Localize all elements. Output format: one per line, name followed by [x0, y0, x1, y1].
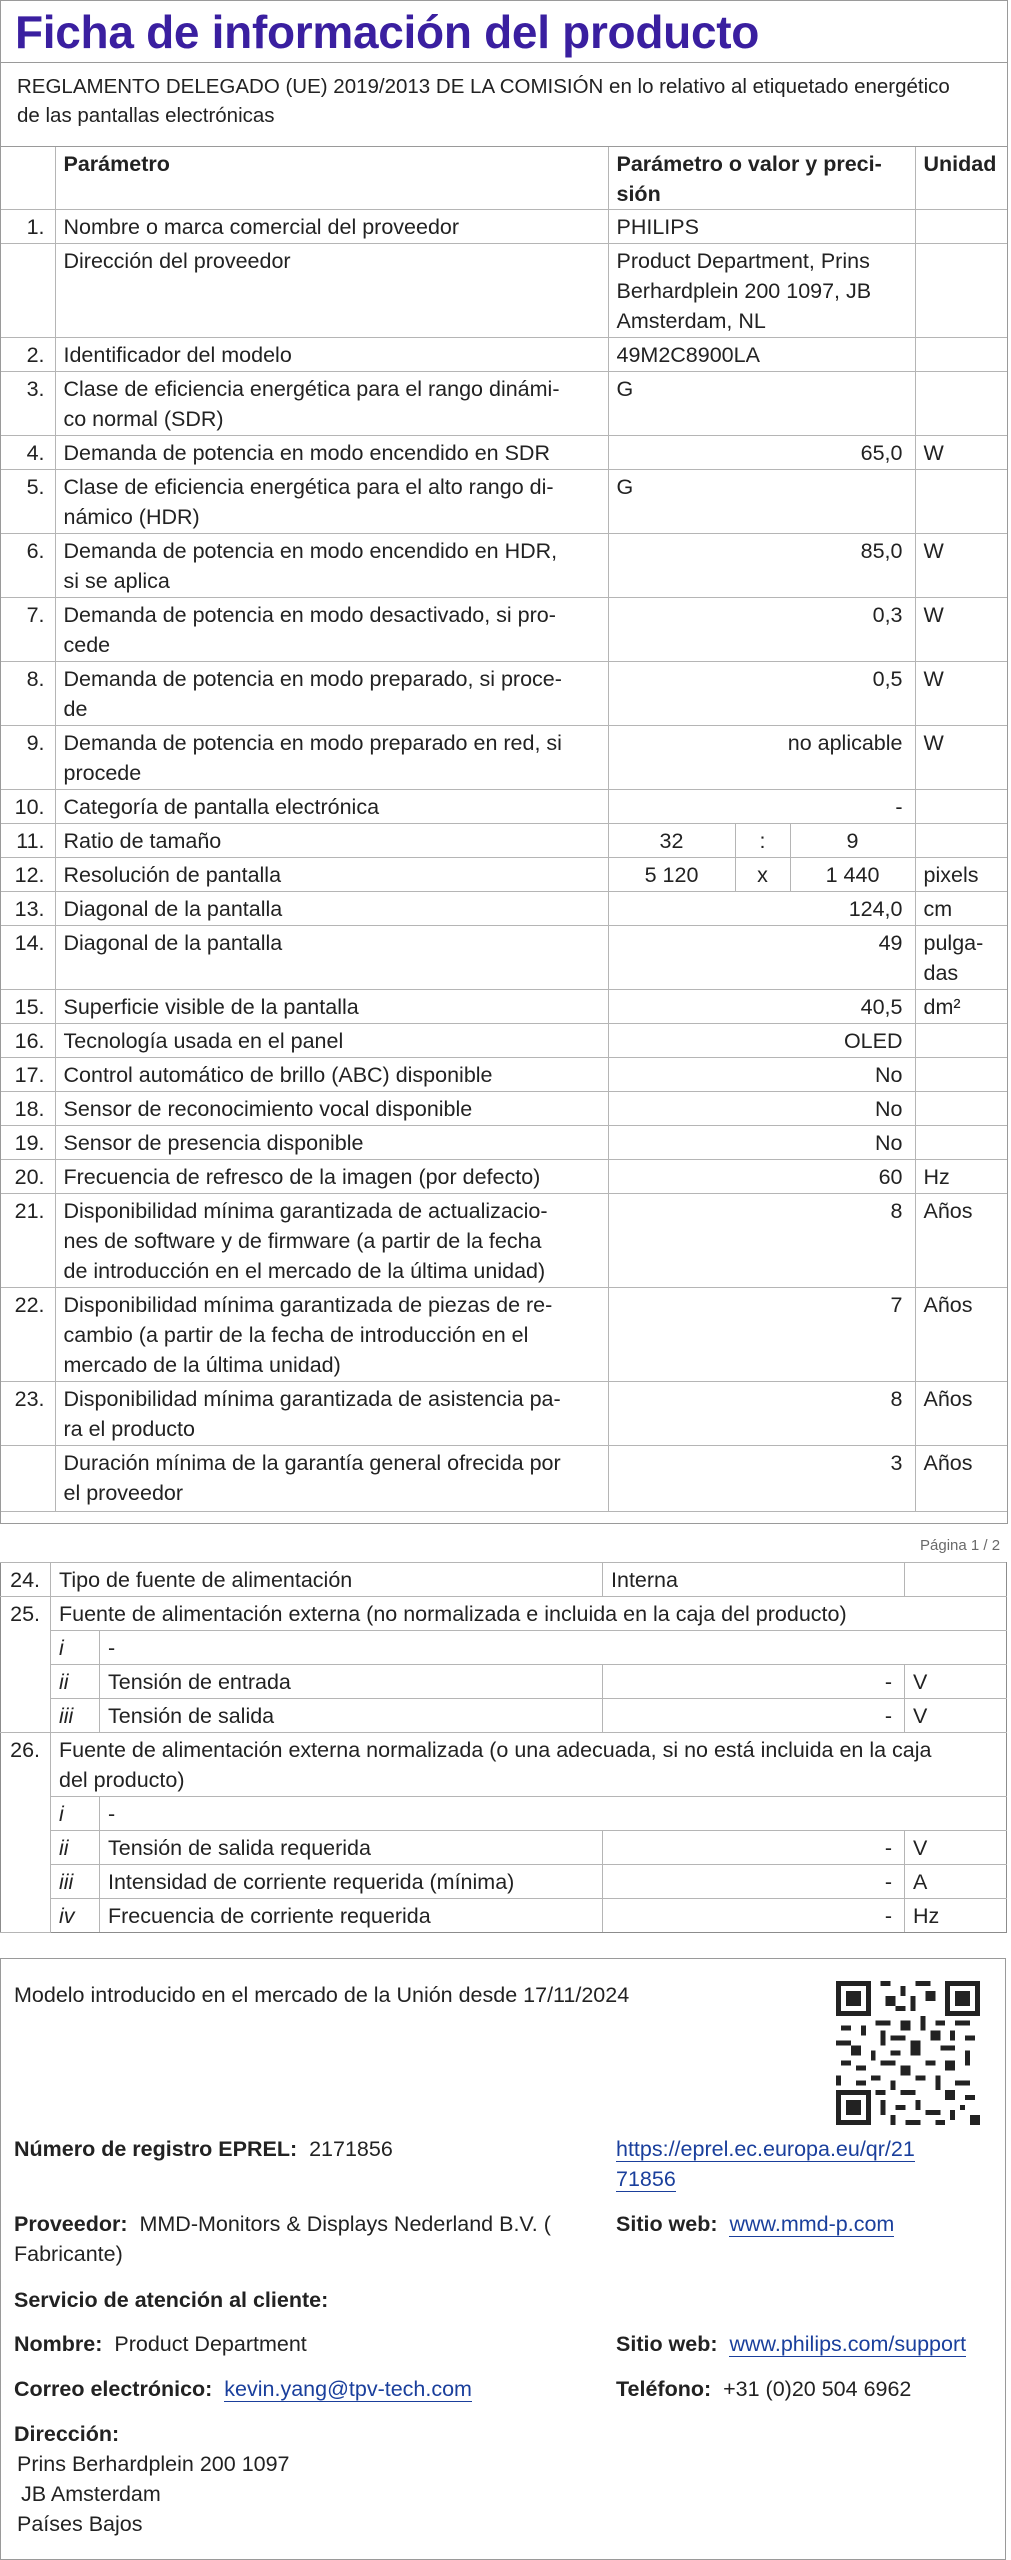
- label-line: Demanda de potencia en modo preparado, si proce-: [63, 667, 562, 691]
- service-heading: [14, 2285, 328, 2315]
- row-label: Demanda de potencia en modo encendido en SDR: [55, 436, 608, 470]
- header-value: [608, 147, 915, 210]
- market-date: Modelo introducido en el mercado de la Unión desde 17/11/2024: [14, 1983, 630, 2007]
- row-unit: W: [915, 598, 1007, 662]
- table-row: [1, 1563, 1007, 1597]
- row-unit: W: [915, 436, 1007, 470]
- header-num: [1, 147, 55, 210]
- row-unit: [915, 824, 1007, 858]
- sub-value: -: [603, 1665, 905, 1699]
- subtitle-line-2: de las pantallas electrónicas: [17, 104, 275, 127]
- row-number: 4.: [1, 436, 55, 470]
- row-label: Ratio de tamaño: [55, 824, 608, 858]
- row-value: G: [608, 470, 915, 534]
- sub-label: Tensión de salida requerida: [100, 1831, 603, 1865]
- value-line: Berhardplein 200 1097, JB: [616, 279, 872, 303]
- row-value: 8: [608, 1194, 915, 1288]
- row-number: 15.: [1, 990, 55, 1024]
- table-row: [1, 534, 1007, 598]
- contact-name: Product Department: [114, 2332, 307, 2356]
- row-number: 25.: [1, 1597, 51, 1733]
- table-row: [1, 824, 1007, 858]
- header-value-line-1: Parámetro o valor y preci-: [616, 152, 882, 176]
- supplier-label: Proveedor:: [14, 2212, 128, 2236]
- row-label: Categoría de pantalla electrónica: [55, 790, 608, 824]
- supplier-name: MMD-Monitors & Displays Nederland B.V. (: [139, 2212, 551, 2236]
- sub-unit: V: [905, 1665, 1007, 1699]
- table-row: [1, 892, 1007, 926]
- value-line: Product Department, Prins: [616, 249, 870, 273]
- phone-number: +31 (0)20 504 6962: [723, 2377, 912, 2401]
- table-row: [1, 470, 1007, 534]
- row-number: 19.: [1, 1126, 55, 1160]
- table-row: [1, 1733, 1007, 1797]
- label-line: ra el producto: [63, 1417, 195, 1441]
- sub-index: iv: [51, 1899, 100, 1933]
- resolution-width: 5 120: [608, 858, 735, 892]
- row-unit: [905, 1563, 1007, 1597]
- row-label: Tipo de fuente de alimentación: [51, 1563, 603, 1597]
- table-row: [1, 598, 1007, 662]
- sub-row: [1, 1665, 1007, 1699]
- label-line: Demanda de potencia en modo encendido en HDR,: [63, 539, 558, 563]
- row-value: 3: [608, 1446, 915, 1512]
- sub-value: -: [603, 1899, 905, 1933]
- row-number: 16.: [1, 1024, 55, 1058]
- label-line: cambio (a partir de la fecha de introducción en el: [63, 1323, 529, 1347]
- sub-value: -: [603, 1831, 905, 1865]
- sub-row: [1, 1631, 1007, 1665]
- supplier-website-link[interactable]: www.mmd-p.com: [729, 2212, 895, 2236]
- row-value: No: [608, 1092, 915, 1126]
- row-value: 49M2C8900LA: [608, 338, 915, 372]
- table-row: [1, 1058, 1007, 1092]
- sub-row: [1, 1797, 1007, 1831]
- sub-value: -: [603, 1699, 905, 1733]
- row-number: 9.: [1, 726, 55, 790]
- row-number: 6.: [1, 534, 55, 598]
- sub-index: i: [51, 1631, 100, 1665]
- row-label: [55, 1446, 608, 1512]
- row-label: [55, 1382, 608, 1446]
- row-value: No: [608, 1126, 915, 1160]
- sub-unit: V: [905, 1699, 1007, 1733]
- row-unit: [915, 1126, 1007, 1160]
- row-value: 65,0: [608, 436, 915, 470]
- row-number: 12.: [1, 858, 55, 892]
- email-link[interactable]: kevin.yang@tpv-tech.com: [224, 2377, 472, 2401]
- row-value: 49: [608, 926, 915, 990]
- sub-unit: A: [905, 1865, 1007, 1899]
- eprel-number: 2171856: [309, 2137, 393, 2161]
- row-number: [1, 1446, 55, 1512]
- table-header-row: [1, 147, 1007, 210]
- sub-value: -: [603, 1865, 905, 1899]
- value-line: Amsterdam, NL: [616, 309, 766, 333]
- label-line: Clase de eficiencia energética para el alto rango di-: [63, 475, 554, 499]
- address-line-3: Países Bajos: [17, 2512, 143, 2536]
- sub-index: iii: [51, 1699, 100, 1733]
- row-label: [55, 470, 608, 534]
- row-unit: [915, 244, 1007, 338]
- table-row: [1, 338, 1007, 372]
- table-row: [1, 1160, 1007, 1194]
- table-row: [1, 990, 1007, 1024]
- table-row: [1, 1446, 1007, 1512]
- row-unit: [915, 790, 1007, 824]
- row-label: Tecnología usada en el panel: [55, 1024, 608, 1058]
- row-number: 1.: [1, 210, 55, 244]
- row-label: Diagonal de la pantalla: [55, 926, 608, 990]
- row-label: Identificador del modelo: [55, 338, 608, 372]
- row-value: -: [608, 790, 915, 824]
- supplier-row: [14, 2209, 551, 2239]
- table-row: [1, 1597, 1007, 1631]
- row-value: [608, 244, 915, 338]
- row-number: 10.: [1, 790, 55, 824]
- row-value: 0,3: [608, 598, 915, 662]
- row-label: [55, 534, 608, 598]
- label-line: námico (HDR): [63, 505, 200, 529]
- row-unit: [915, 1092, 1007, 1126]
- row-number: 17.: [1, 1058, 55, 1092]
- row-number: 22.: [1, 1288, 55, 1382]
- label-line: Fuente de alimentación externa normalizada (o una adecuada, si no está incluida en la caja: [59, 1738, 932, 1762]
- row-label: Resolución de pantalla: [55, 858, 608, 892]
- row-number: 24.: [1, 1563, 51, 1597]
- service-website-link[interactable]: www.philips.com/support: [729, 2332, 967, 2356]
- row-value: 60: [608, 1160, 915, 1194]
- header-param: Parámetro: [55, 147, 608, 210]
- sub-label: Intensidad de corriente requerida (mínima): [100, 1865, 603, 1899]
- qr-code-icon: [836, 1981, 980, 2125]
- ratio-width: 32: [608, 824, 735, 858]
- email-label: Correo electrónico:: [14, 2377, 213, 2401]
- row-label: [55, 372, 608, 436]
- label-line: Clase de eficiencia energética para el rango dinámi-: [63, 377, 560, 401]
- row-value: 0,5: [608, 662, 915, 726]
- unit-line: pulga-: [923, 931, 984, 955]
- address-line-1: Prins Berhardplein 200 1097: [17, 2452, 290, 2476]
- row-unit: W: [915, 662, 1007, 726]
- title-box: [1, 1, 1007, 63]
- label-line: Demanda de potencia en modo preparado en red, si: [63, 731, 562, 755]
- resolution-height: 1 440: [790, 858, 915, 892]
- eprel-link-cont[interactable]: [616, 2164, 676, 2194]
- table-row: [1, 1194, 1007, 1288]
- label-line: nes de software y de firmware (a partir de la fecha: [63, 1229, 542, 1253]
- eprel-label: Número de registro EPREL:: [14, 2137, 298, 2161]
- row-label: [55, 1194, 608, 1288]
- row-unit: W: [915, 534, 1007, 598]
- label-line: del producto): [59, 1768, 185, 1792]
- eprel-url-line-2[interactable]: 71856: [616, 2167, 676, 2191]
- row-number: 7.: [1, 598, 55, 662]
- header-value-line-2: sión: [616, 182, 661, 206]
- label-line: cede: [63, 633, 111, 657]
- row-unit: [915, 338, 1007, 372]
- address-heading: [14, 2419, 119, 2449]
- sub-label: Tensión de salida: [100, 1699, 603, 1733]
- label-line: Disponibilidad mínima garantizada de actualizacio-: [63, 1199, 548, 1223]
- row-label: Dirección del proveedor: [55, 244, 608, 338]
- eprel-link[interactable]: [616, 2134, 915, 2164]
- row-unit: [915, 470, 1007, 534]
- label-line: co normal (SDR): [63, 407, 224, 431]
- row-label: [51, 1733, 1007, 1797]
- table-row: [1, 244, 1007, 338]
- web-label: Sitio web:: [616, 2212, 718, 2236]
- table-row: [1, 1024, 1007, 1058]
- header-unit: Unidad: [915, 147, 1007, 210]
- table-row: [1, 1288, 1007, 1382]
- row-value: OLED: [608, 1024, 915, 1058]
- sub-index: ii: [51, 1831, 100, 1865]
- label-line: Disponibilidad mínima garantizada de asistencia pa-: [63, 1387, 561, 1411]
- row-label: Diagonal de la pantalla: [55, 892, 608, 926]
- row-unit: Años: [915, 1194, 1007, 1288]
- sub-label: -: [100, 1631, 1007, 1665]
- row-unit: dm²: [915, 990, 1007, 1024]
- table-row: [1, 436, 1007, 470]
- service-web-label: Sitio web:: [616, 2332, 718, 2356]
- phone-label: Teléfono:: [616, 2377, 712, 2401]
- row-number: 13.: [1, 892, 55, 926]
- table-row: [1, 858, 1007, 892]
- sub-row: [1, 1865, 1007, 1899]
- row-number: 5.: [1, 470, 55, 534]
- sub-label: Frecuencia de corriente requerida: [100, 1899, 603, 1933]
- row-label: [55, 1288, 608, 1382]
- resolution-separator: x: [735, 858, 790, 892]
- row-label: Sensor de presencia disponible: [55, 1126, 608, 1160]
- row-number: 23.: [1, 1382, 55, 1446]
- sub-index: iii: [51, 1865, 100, 1899]
- subtitle-line-1: REGLAMENTO DELEGADO (UE) 2019/2013 DE LA COMISIÓN en lo relativo al etiquetado energético: [17, 75, 950, 98]
- row-label: Superficie visible de la pantalla: [55, 990, 608, 1024]
- row-number: 21.: [1, 1194, 55, 1288]
- row-unit: W: [915, 726, 1007, 790]
- row-value: 8: [608, 1382, 915, 1446]
- label-line: de: [63, 697, 88, 721]
- label-line: Duración mínima de la garantía general ofrecida por: [63, 1451, 561, 1475]
- service-web-row: [616, 2329, 966, 2359]
- ratio-separator: :: [735, 824, 790, 858]
- sub-unit: Hz: [905, 1899, 1007, 1933]
- service-label: Servicio de atención al cliente:: [14, 2288, 329, 2312]
- label-line: el proveedor: [63, 1481, 184, 1505]
- page-number: Página 1 / 2: [920, 1537, 1001, 1554]
- row-value: No: [608, 1058, 915, 1092]
- row-value: Interna: [603, 1563, 905, 1597]
- row-unit: cm: [915, 892, 1007, 926]
- row-label: Nombre o marca comercial del proveedor: [55, 210, 608, 244]
- regulation-subtitle: [1, 63, 1007, 147]
- table-row: [1, 372, 1007, 436]
- sub-row: [1, 1699, 1007, 1733]
- label-line: de introducción en el mercado de la última unidad): [63, 1259, 546, 1283]
- row-label: Sensor de reconocimiento vocal disponible: [55, 1092, 608, 1126]
- row-value: G: [608, 372, 915, 436]
- label-line: Demanda de potencia en modo desactivado, si pro-: [63, 603, 556, 627]
- supplier-info-box: [0, 1958, 1006, 2560]
- power-supply-table: [0, 1562, 1007, 1933]
- row-label: Fuente de alimentación externa (no normalizada e incluida en la caja del producto): [51, 1597, 1007, 1631]
- unit-line: das: [923, 961, 959, 985]
- row-value: 85,0: [608, 534, 915, 598]
- label-line: Disponibilidad mínima garantizada de piezas de re-: [63, 1293, 553, 1317]
- row-number: 3.: [1, 372, 55, 436]
- row-label: Frecuencia de refresco de la imagen (por defecto): [55, 1160, 608, 1194]
- table-row: [1, 790, 1007, 824]
- sub-row: [1, 1831, 1007, 1865]
- row-number: 20.: [1, 1160, 55, 1194]
- row-unit: Años: [915, 1382, 1007, 1446]
- row-value: 124,0: [608, 892, 915, 926]
- sub-index: ii: [51, 1665, 100, 1699]
- row-number: 8.: [1, 662, 55, 726]
- page-title: Ficha de información del producto: [15, 6, 760, 58]
- name-label: Nombre:: [14, 2332, 103, 2356]
- row-unit: [915, 1058, 1007, 1092]
- sub-index: i: [51, 1797, 100, 1831]
- sub-label: -: [100, 1797, 1007, 1831]
- spec-table: [1, 147, 1007, 1512]
- table-row: [1, 1126, 1007, 1160]
- table-row: [1, 1382, 1007, 1446]
- row-label: [55, 726, 608, 790]
- table-row: [1, 926, 1007, 990]
- ratio-height: 9: [790, 824, 915, 858]
- row-number: 14.: [1, 926, 55, 990]
- row-value: PHILIPS: [608, 210, 915, 244]
- row-number: [1, 244, 55, 338]
- row-unit: [915, 210, 1007, 244]
- row-unit: [915, 372, 1007, 436]
- row-unit: [915, 1024, 1007, 1058]
- sub-unit: V: [905, 1831, 1007, 1865]
- table-row: [1, 662, 1007, 726]
- row-value: 40,5: [608, 990, 915, 1024]
- contact-name-row: [14, 2329, 307, 2359]
- row-value: no aplicable: [608, 726, 915, 790]
- row-unit: Hz: [915, 1160, 1007, 1194]
- row-unit: [915, 926, 1007, 990]
- row-value: 7: [608, 1288, 915, 1382]
- table-row: [1, 210, 1007, 244]
- sub-label: Tensión de entrada: [100, 1665, 603, 1699]
- row-unit: pixels: [915, 858, 1007, 892]
- table-row: [1, 726, 1007, 790]
- supplier-name-cont: Fabricante): [14, 2242, 123, 2266]
- address-label: Dirección:: [14, 2422, 120, 2446]
- label-line: procede: [63, 761, 142, 785]
- row-unit: Años: [915, 1288, 1007, 1382]
- row-number: 18.: [1, 1092, 55, 1126]
- label-line: mercado de la última unidad): [63, 1353, 341, 1377]
- eprel-row: [14, 2134, 393, 2164]
- row-unit: Años: [915, 1446, 1007, 1512]
- supplier-web-row: [616, 2209, 894, 2239]
- address-line-2: JB Amsterdam: [21, 2482, 161, 2506]
- power-supply-section: [0, 1562, 1006, 1933]
- row-number: 2.: [1, 338, 55, 372]
- row-label: Control automático de brillo (ABC) disponible: [55, 1058, 608, 1092]
- table-row: [1, 1092, 1007, 1126]
- row-number: 26.: [1, 1733, 51, 1933]
- eprel-url-line-1[interactable]: https://eprel.ec.europa.eu/qr/21: [616, 2137, 915, 2161]
- sub-row: [1, 1899, 1007, 1933]
- email-row: [14, 2374, 472, 2404]
- row-label: [55, 598, 608, 662]
- row-label: [55, 662, 608, 726]
- row-number: 11.: [1, 824, 55, 858]
- phone-row: [616, 2374, 911, 2404]
- label-line: si se aplica: [63, 569, 170, 593]
